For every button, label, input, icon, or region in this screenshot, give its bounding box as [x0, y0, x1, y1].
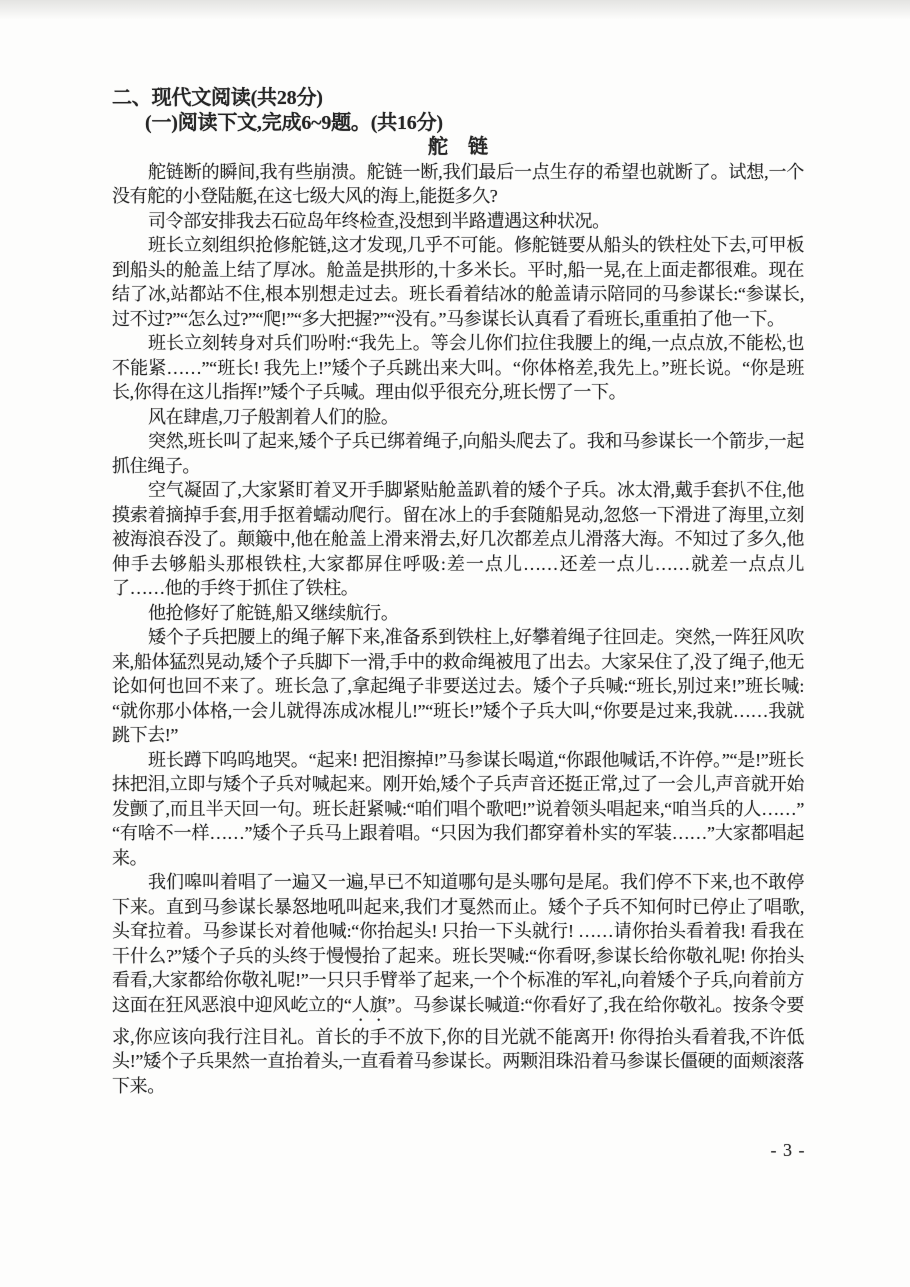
paragraph-text: 他抢修好了舵链,船又继续航行。	[148, 602, 399, 623]
section-heading: 二、现代文阅读(共28分)	[112, 87, 323, 109]
paragraph-text: 司令部安排我去石砬岛年终检查,没想到半路遭遇这种状况。	[148, 210, 610, 231]
paragraph-text: 班长立刻组织抢修舵链,这才发现,几乎不可能。修舵链要从船头的铁柱处下去,可甲板到船头的舱盖上结了厚冰。舱盖是拱形的,十多米长。平时,船一晃,在上面走都很难。现在结了冰,站都站不住,根本别想走过去。班长看着结冰的舱盖请示陪同的马参谋长:“参谋长,过不过?”“怎么过?”“爬!”“多大把握?”“没有。”马参谋长认真看了看班长,重重拍了他一下。	[112, 235, 804, 329]
paragraph	[112, 429, 804, 478]
paragraph	[112, 748, 804, 871]
paragraph	[112, 625, 804, 748]
paragraph-text: 空气凝固了,大家紧盯着叉开手脚紧贴舱盖趴着的矮个子兵。冰太滑,戴手套扒不住,他摸索着摘掉手套,用手抠着蠕动爬行。留在冰上的手套随船晃动,忽悠一下滑进了海里,立刻被海浪吞没了。颠簸中,他在舱盖上滑来滑去,好几次都差点儿滑落大海。不知过了多久,他伸手去够船头那根铁柱,大家都屏住呼吸:差一点儿……还差一点儿……就差一点点儿了……他的手终于抓住了铁柱。	[112, 480, 804, 598]
paragraph	[112, 870, 804, 1098]
paragraph	[112, 601, 804, 626]
emphasized-word: 人旗	[351, 994, 388, 1015]
paragraph	[112, 331, 804, 405]
paragraph-text: 矮个子兵把腰上的绳子解下来,准备系到铁柱上,好攀着绳子往回走。突然,一阵狂风吹来,船体猛烈晃动,矮个子兵脚下一滑,手中的救命绳被甩了出去。大家呆住了,没了绳子,他无论如何也回不来了。班长急了,拿起绳子非要送过去。矮个子兵喊:“班长,别过来!”班长喊:“就你那小体格,一会儿就得冻成冰棍儿!”“班长!”矮个子兵大叫,“你要是过来,我就……我就跳下去!”	[112, 627, 804, 745]
paragraph-text: 突然,班长叫了起来,矮个子兵已绑着绳子,向船头爬去了。我和马参谋长一个箭步,一起抓住绳子。	[112, 431, 804, 476]
article-body	[112, 160, 804, 1099]
paragraph	[112, 405, 804, 430]
page-content	[112, 86, 804, 1098]
paragraph-text: 舵链断的瞬间,我有些崩溃。舵链一断,我们最后一点生存的希望也就断了。试想,一个没有舵的小登陆艇,在这七级大风的海上,能挺多久?	[112, 161, 804, 206]
page-number: - 3 -	[770, 1140, 806, 1160]
paragraph	[112, 160, 804, 209]
paragraph-text: ”。马参谋长喊道:“你看好了,我在给你敬礼。按条令要求,你应该向我行注目礼。首长的手不放下,你的目光就不能离开! 你得抬头看着我,不许低头!”矮个子兵果然一直抬着头,一直看着马参谋长。两颗泪珠沿着马参谋长僵硬的面颊滚落下来。	[112, 994, 805, 1096]
subsection-heading: (一)阅读下文,完成6~9题。(共16分)	[145, 111, 443, 134]
paragraph-text: 班长蹲下呜呜地哭。“起来! 把泪擦掉!”马参谋长喝道,“你跟他喊话,不许停。”“是!”班长抹把泪,立即与矮个子兵对喊起来。刚开始,矮个子兵声音还挺正常,过了一会儿,声音就开始发颤了,而且半天回一句。班长赶紧喊:“咱们唱个歌吧!”说着领头唱起来,“咱当兵的人……”“有啥不一样……”矮个子兵马上跟着唱。“只因为我们都穿着朴实的军装……”大家都唱起来。	[112, 749, 804, 868]
paragraph	[112, 478, 804, 601]
paragraph	[112, 209, 804, 234]
paragraph-text: 风在肆虐,刀子般割着人们的脸。	[148, 406, 399, 427]
paragraph-text: 我们嗥叫着唱了一遍又一遍,早已不知道哪句是头哪句是尾。我们停不下来,也不敢停下来。直到马参谋长暴怒地吼叫起来,我们才戛然而止。矮个子兵不知何时已停止了唱歌,头耷拉着。马参谋长对着他喊:“你抬起头! 只抬一下头就行! ……请你抬头看着我! 看我在干什么?”矮个子兵的头终于慢慢抬了起来。班长哭喊:“你看呀,参谋长给你敬礼呢! 你抬头看看,大家都给你敬礼呢!”一只只手臂举了起来,一个个标准的军礼,向着矮个子兵,向着前方这面在狂风恶浪中迎风屹立的“	[112, 872, 804, 1015]
paragraph	[112, 233, 804, 331]
article-title: 舵 链	[428, 136, 488, 158]
paragraph-text: 班长立刻转身对兵们吩咐:“我先上。等会儿你们拉住我腰上的绳,一点点放,不能松,也不能紧……”“班长! 我先上!”矮个子兵跳出来大叫。“你体格差,我先上。”班长说。“你是班长,你得在这儿指挥!”矮个子兵喊。理由似乎很充分,班长愣了一下。	[112, 333, 804, 402]
